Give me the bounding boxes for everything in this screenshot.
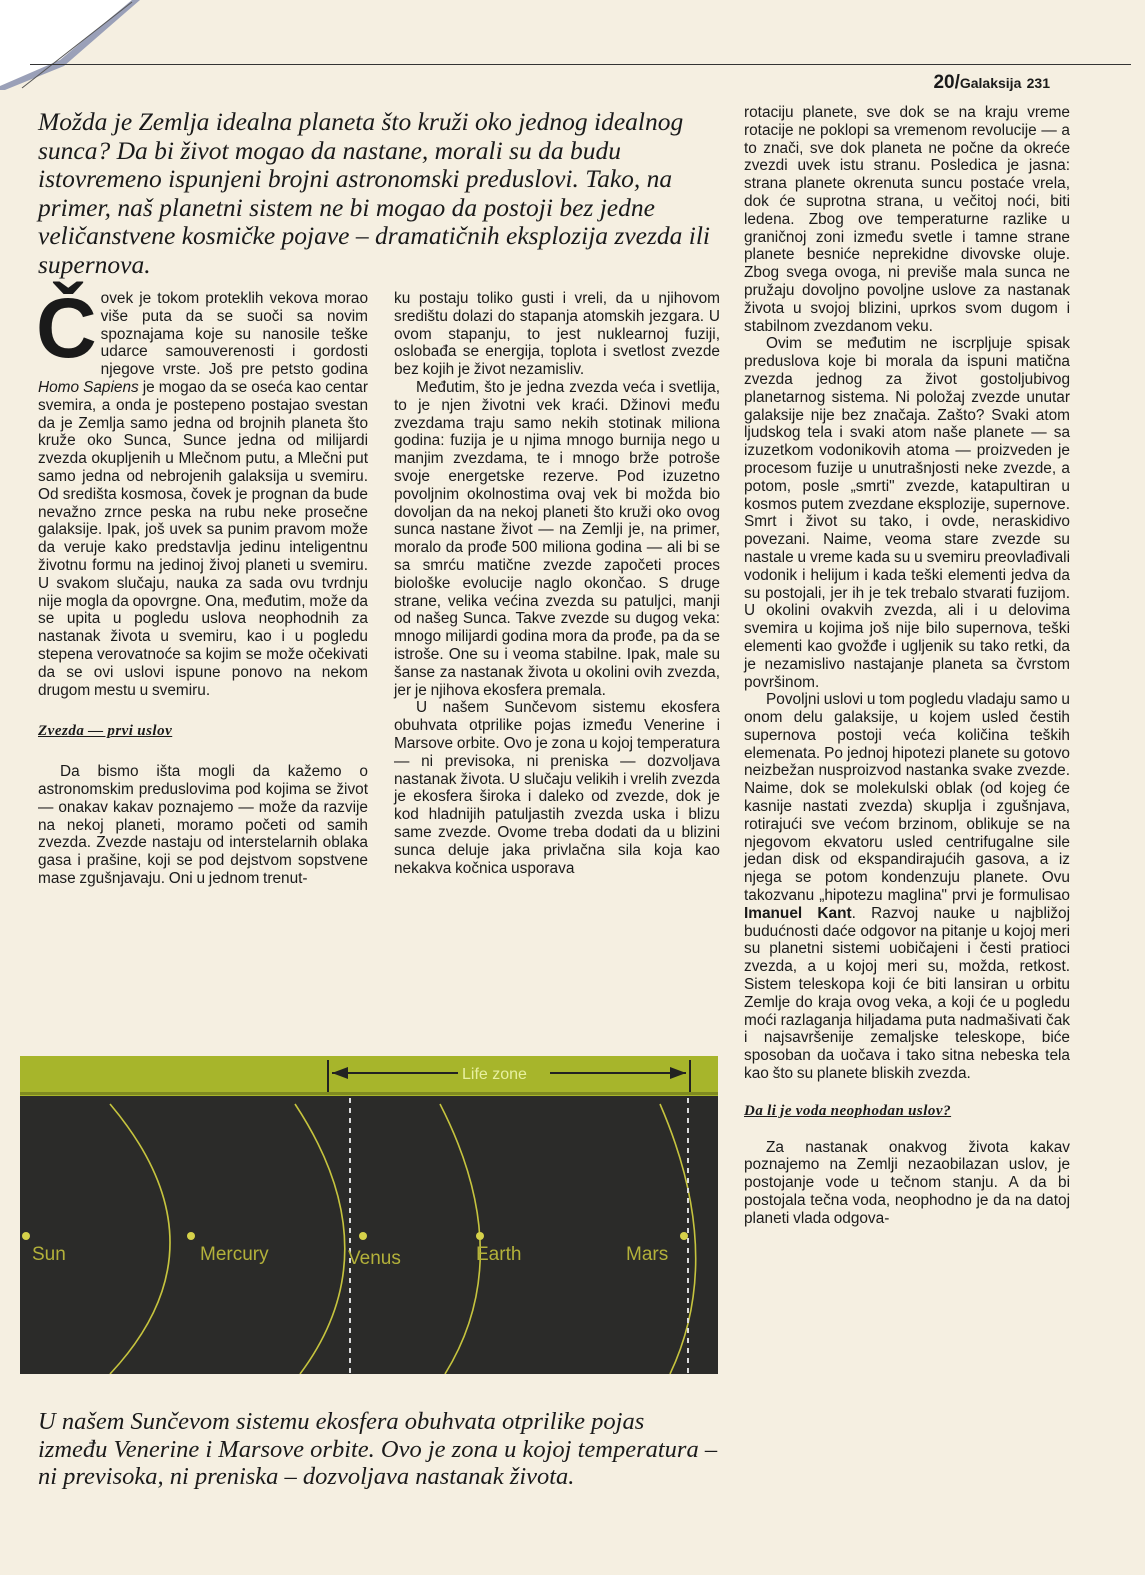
band-shadow: [20, 1092, 718, 1095]
solar-system-figure: [20, 1056, 718, 1374]
figure-caption: U našem Sunčevom sistemu ekosfera obuhvata otprilike pojas između Venerine i Marsove orbite. Ovo je zona u kojoj temperatura – ni previsoka, ni preniska – dozvoljava nastanak života.: [38, 1408, 718, 1490]
lede-paragraph: Možda je Zemlja idealna planeta što kruži oko jednog idealnog sunca? Da bi život mogao da nastane, morali su da budu istovremeno ispunjeni brojni astronomski preduslovi. Tako, na primer, naš planetni sistem ne bi mogao da postoji bez jedne veličanstvene kosmičke pojave – dramatičnih eksplozija zvezda ili supernova.: [38, 107, 711, 279]
column-1: [36, 281, 368, 888]
label-mercury: Mercury: [200, 1244, 269, 1265]
mars-dot: [680, 1232, 688, 1240]
life-zone-band: [20, 1056, 718, 1096]
col2-para-1: ku postaju toliko gusti i vreli, da u njihovom središtu dolazi do stapanja atomskih jezgara. U ovom stapanju, to jest nuklearnoj fuziji, oslobađa se energija, toplota i svetlost zvezde bez kojih je život nezamisliv.: [394, 290, 720, 379]
col1-italic-term: Homo Sapiens: [38, 378, 139, 396]
column-3: [744, 104, 1070, 1228]
col3-para-2: Ovim se međutim ne iscrpljuje spisak preduslova koje bi morala da ispuni matična zvezda jednog za život gostoljubivog planetarnog sistema. Ni položaj zvezde unutar galaksije nije bez značaja. Zašto? Svaki atom ljudskog tela i svaki atom naše planete — sa izuzetkom vodonikovih atoma — proizveden je procesom fuzije u unutrašnjosti neke zvezde, a potom, posle „smrti" zvezde, katapultiran u kosmos putem zvezdane eksplozije, supernove. Smrt i život su tako, i ovde, neraskidivo povezani. Naime, veoma stare zvezde su nastale u vreme kada su u svemiru preovlađivali vodonik i helijum i kada teški elementi jedva da su postojali, jer ih je tek trebalo stvarati fuzijom. U okolini ovakvih zvezda, ali i u delovima svemira u kojima još nije bilo supernova, teški elementi kao gvožđe i ugljenik su tako retki, da je nezamislivo nastajanje planeta sa čvrstom površinom.: [744, 335, 1070, 691]
torn-corner: [0, 0, 140, 90]
label-mars: Mars: [626, 1244, 669, 1265]
col3-para-3-rest: . Razvoj nauke u najbližoj budućnosti daće odgovor na pitanje u kojoj meri su planetni sistemi uobičajeni i česti pratioci zvezda, a u kojoj meri su, možda, retkost. Sistem teleskopa koji će biti lansiran u orbitu Zemlje do kraja ovog veka, a koji će u pogledu moći razlaganja hiljadama puta nadmašivati čak i najsavršenije zemaljske teleskope, biće sposoban da uočava i tako sitna nebeska tela kao što su planete bliskih zvezda.: [744, 904, 1070, 1083]
col1-para-1-rest: je mogao da se oseća kao centar svemira, a onda je postepeno postajao svestan da je Zemlja samo jedna od brojnih planeta što kruže oko Sunca, Sunce jedna od milijardi zvezda okupljenih u Mlečnom putu, a Mlečni put samo jedna od nebrojenih galaksija u svemiru. Od središta kosmosa, čovek je prognan da bude nevažno zrnce peska na rubu neke prosečne galaksije. Ipak, još uvek sa punim pravom može da veruje kako predstavlja jedinu inteligentnu životnu formu na jedinoj živoj planeti u svemiru. U svakom slučaju, nauka za sada ovu tvrdnju nije mogla da opovrgne. Ona, međutim, može da se upita u pogledu uslova neophodnih za nastanak života u svemiru, kao i u pogledu stepena verovatnoće sa kojim se može očekivati da se ovi uslovi ispune ponovo na nekom drugom mestu u svemiru.: [38, 378, 368, 699]
col1-para-1: ovek je tokom proteklih vekova morao više puta da se suoči sa novim spoznajama koje su nanosile teške udarce samouverenosti i gordosti njegove vrste. Još pre petsto godina: [100, 290, 368, 379]
col3-bold-name: Imanuel Kant: [744, 904, 852, 922]
label-venus: Venus: [348, 1248, 401, 1269]
col3-para-4: Za nastanak onakvog života kakav poznajemo na Zemlji nezaobilazan uslov, je postojanje vode u tečnom stanju. A da bi postojala tečna voda, neophodno je da na datoj planeti vlada odgova-: [744, 1138, 1070, 1227]
issue-number: 231: [1026, 75, 1050, 91]
page-number: 20: [933, 72, 955, 93]
life-zone-diagram: [20, 1056, 718, 1374]
section-heading-star: Zvezda — prvi uslov: [38, 723, 173, 740]
earth-orbit: [440, 1104, 480, 1374]
label-earth: Earth: [476, 1244, 522, 1265]
earth-dot: [476, 1232, 484, 1240]
life-zone-label: Life zone: [462, 1066, 527, 1083]
col2-para-2: Međutim, što je jedna zvezda veća i svetlija, to je njen životni vek kraći. Džinovi među zvezdama traju samo nekih stotinak miliona godina: fuzija je u njima mnogo burnija nego u manjim zvezdama, te i mnogo brže potroše svoje energetske rezerve. Pod izuzetno povoljnim okolnostima ovaj vek bi možda bio dovoljan da na nekoj planeti što kruži oko ovog sunca nastane život — na Zemlji je, na primer, moralo da prođe 500 miliona godina — ali bi se sa smrću matične zvezde započeti proces biološke evolucije naglo okončao. S druge strane, velika većina zvezda su patuljci, manji od našeg Sunca. Takve zvezde su dugog veka: mnogo milijardi godina mora da prođe, pa da se istroše. One su i veoma stabilne. Ipak, male su šanse za nastanak života u okolini ovih zvezda, jer je njihova ekosfera premala.: [394, 378, 720, 699]
mercury-dot: [187, 1232, 195, 1240]
col2-para-3: U našem Sunčevom sistemu ekosfera obuhvata otprilike pojas između Venerine i Marsove orbite. Ovo je zona u kojoj temperatura — ni previsoka, ni preniska — dozvoljava nastanak života. U slučaju velikih i vrelih zvezda je ekosfera široka i daleko od zvezde, dok je kod hladnijih patuljastih zvezda uska i blizu same zvezde. Ovome treba dodati da u blizini sunca deluje jaka privlačna sila koja kao nekakva kočnica usporava: [394, 699, 720, 877]
drop-cap: Č: [36, 281, 97, 375]
col3-para-3: Povoljni uslovi u tom pogledu vladaju samo u onom delu galaksije, u kojem usled čestih supernova postoji veća količina teških elemenata. Po jednoj hipotezi planete su gotovo neizbežan nusproizvod nastanka svake zvezde. Naime, dok se molekulski oblak (od kojeg će kasnije nastati zvezda) skuplja i zgušnjava, rotirajući sve većom brzinom, oblikuje se na njegovom ekvatoru usled centrifugalne sile jedan disk od ekspandirajućih gasova, a iz njega se potom kondenzuju planete. Ovu takozvanu „hipotezu maglina" prvi je formulisao: [744, 691, 1070, 905]
mars-orbit: [660, 1104, 696, 1374]
venus-dot: [359, 1232, 367, 1240]
col1-para-2: Da bismo išta mogli da kažemo o astronomskim preduslovima pod kojima se život — onakav kakav poznajemo — može da razvije na nekoj planeti, moramo početi od samih zvezda. Zvezde nastaju od interstelarnih oblaka gasa i prašine, koji se pod dejstvom sopstvene mase zgušnjavaju. Oni u jednom trenut-: [38, 763, 368, 887]
magazine-name: Galaksija: [959, 75, 1022, 91]
sun-dot: [22, 1232, 30, 1240]
venus-orbit: [295, 1104, 345, 1374]
header-rule: [30, 64, 1131, 65]
column-2: [394, 290, 720, 877]
section-heading-water: Da li je voda neophodan uslov?: [744, 1102, 952, 1119]
col3-para-1: rotaciju planete, sve dok se na kraju vreme rotacije ne poklopi sa vremenom revolucije — a to znači, sve dok planeta ne počne da okreće zvezdi uvek istu stranu. Posledica je jasna: strana planete okrenuta suncu postaće vrela, dok će suprotna strana, u večitoj noći, biti ledena. Zbog ove temperaturne razlike u graničnoj zoni između svetle i tamne strane planete besniće neprekidne divovske oluje. Zbog svega ovoga, ni previše mala sunca ne pružaju dovoljno povoljne uslove za nastanak života u svojoj blizini, uprkos svom dugom i stabilnom zvezdanom veku.: [744, 104, 1070, 335]
page-folio: 20/Galaksija 231: [933, 72, 1050, 93]
label-sun: Sun: [32, 1244, 66, 1265]
mercury-orbit: [110, 1104, 170, 1374]
